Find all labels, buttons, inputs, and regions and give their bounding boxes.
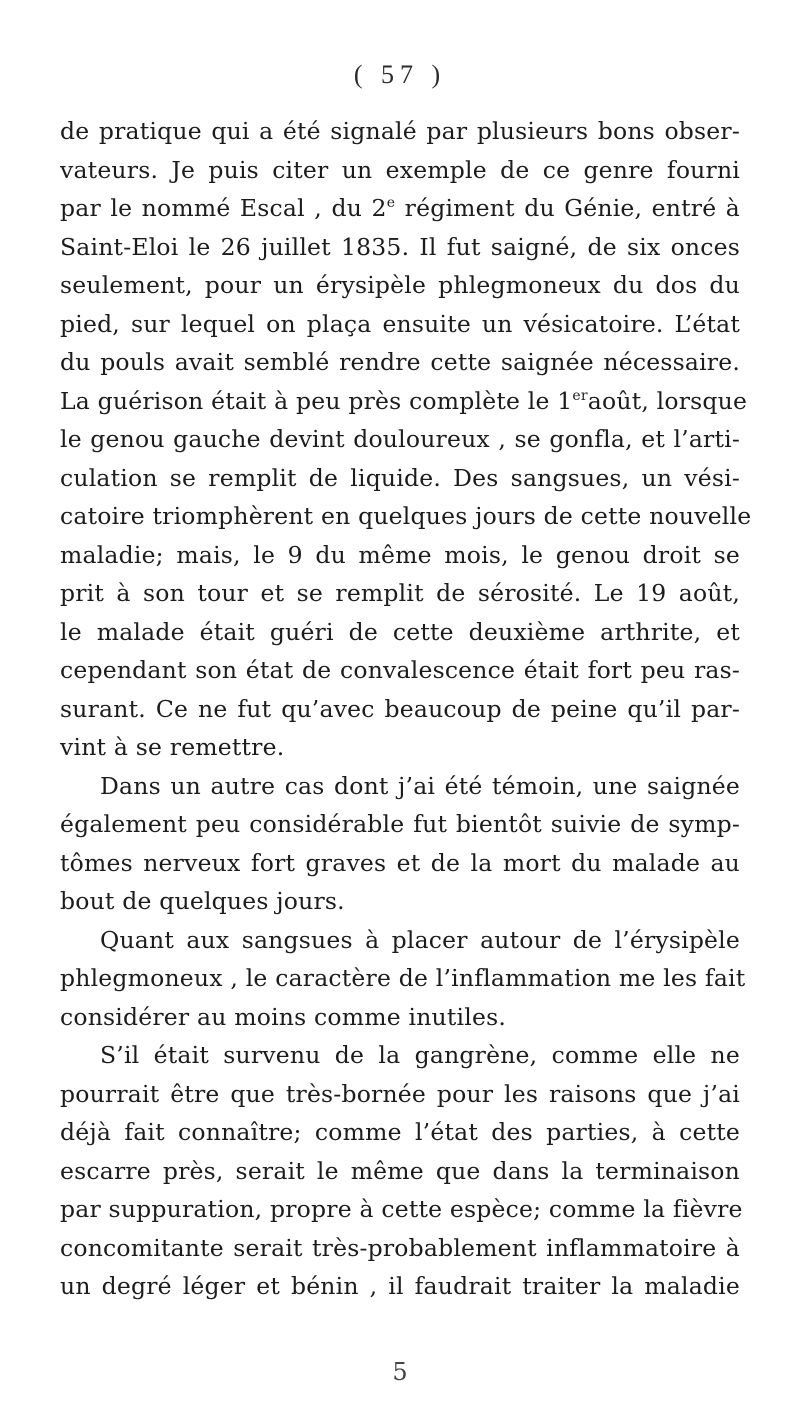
text-line: également peu considérable fut bientôt suivie de symp- [60,810,740,838]
text-line: phlegmoneux , le caractère de l’inflammation me les fait [60,964,746,992]
superscript: er [572,387,588,404]
text-fragment: par le nommé Escal , du 2 [60,194,387,222]
text-line [60,382,748,421]
text-line: un degré léger et bénin , il faudrait traiter la maladie [60,1272,740,1300]
text-line: par suppuration, propre à cette espèce; comme la fièvre [60,1195,743,1223]
text-line: seulement, pour un érysipèle phlegmoneux du dos du [60,271,740,299]
text-line: pourrait être que très-bornée pour les raisons que j’ai [60,1079,740,1108]
text-fragment: régiment du Génie, entré à [395,194,740,222]
text-line: vint à se remettre. [60,733,285,761]
text-line: culation se remplit de liquide. Des sangsues, un vési- [60,463,740,492]
text-line: catoire triomphèrent en quelques jours de cette nouvelle [60,502,752,530]
text-line: de pratique qui a été signalé par plusieurs bons obser- [60,117,740,145]
text-line: du pouls avait semblé rendre cette saignée nécessaire. [60,348,740,376]
text-line: prit à son tour et se remplit de sérosité. Le 19 août, [60,579,740,607]
text-line: cependant son état de convalescence était fort peu ras- [60,656,740,684]
page-number: ( 57 ) [353,60,447,89]
text-line: maladie; mais, le 9 du même mois, le genou droit se [60,540,740,569]
text-line: Dans un autre cas dont j’ai été témoin, une saignée [100,771,740,800]
body-text [60,112,752,1306]
text-line: considérer au moins comme inutiles. [60,1002,506,1031]
text-line: Quant aux sangsues à placer autour de l’érysipèle [100,925,740,954]
text-fragment: La guérison était à peu près complète le 1 [60,386,573,415]
text-line: déjà fait connaître; comme l’état des parties, à cette [60,1118,740,1146]
text-line: le malade était guéri de cette deuxième arthrite, et [60,617,740,646]
text-line: surant. Ce ne fut qu’avec beaucoup de peine qu’il par- [60,694,740,723]
text-fragment: août, lorsque [587,386,748,415]
text-line: tômes nerveux fort graves et de la mort du malade au [60,848,740,877]
text-line: Saint-Eloi le 26 juillet 1835. Il fut saigné, de six onces [60,232,740,261]
text-line: vateurs. Je puis citer un exemple de ce genre fourni [60,155,740,184]
text-line: bout de quelques jours. [60,887,345,915]
text-line: pied, sur lequel on plaça ensuite un vésicatoire. L’état [60,309,740,338]
text-line: concomitante serait très-probablement inflammatoire à [60,1233,740,1262]
text-line: le genou gauche devint douloureux , se gonfla, et l’arti- [60,425,740,453]
text-line: S’il était survenu de la gangrène, comme elle ne [100,1041,740,1069]
text-line: escarre près, serait le même que dans la terminaison [60,1156,740,1185]
text-line [60,189,740,228]
superscript: e [386,195,396,211]
signature-mark: 5 [392,1358,408,1386]
